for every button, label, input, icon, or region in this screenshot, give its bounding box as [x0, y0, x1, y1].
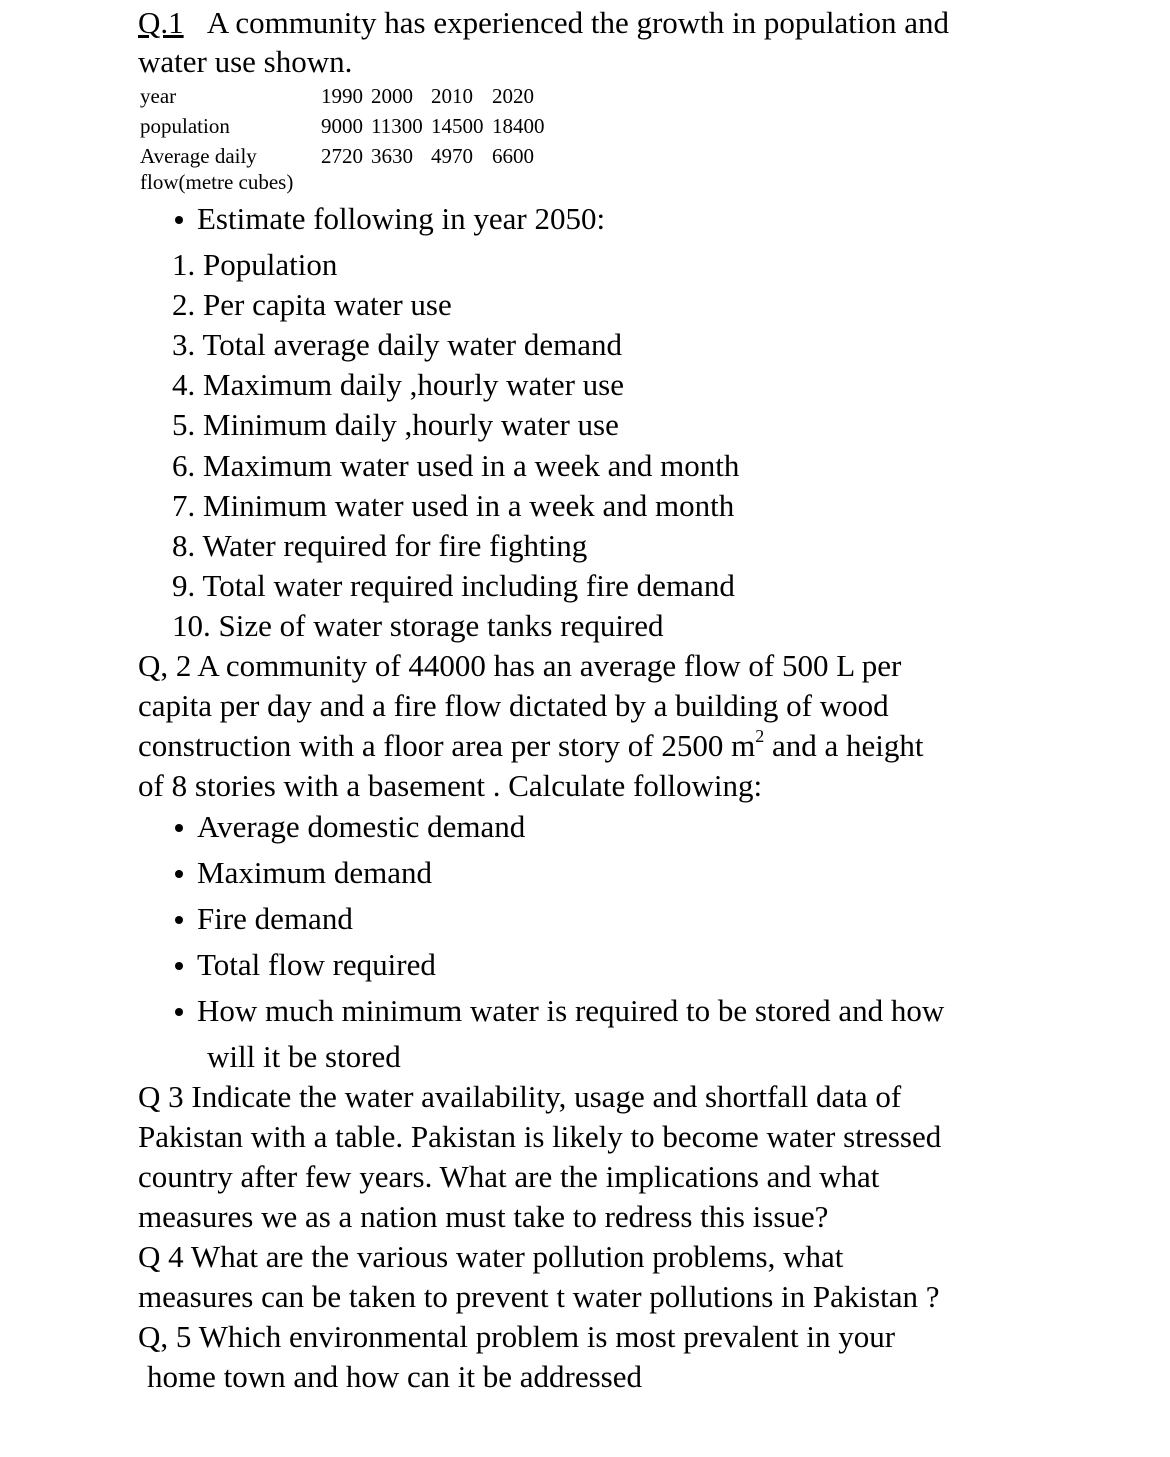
list-item: 2. Per capita water use [172, 287, 452, 322]
list-item: 8. Water required for fire fighting [172, 528, 588, 563]
table-cell: 2720 [321, 144, 363, 168]
list-item: 10. Size of water storage tanks required [172, 608, 664, 643]
list-item: 7. Minimum water used in a week and month [172, 488, 735, 523]
q4-line-2: measures can be taken to prevent t water pollutions in Pakistan ? [138, 1279, 940, 1314]
q2-line-4: of 8 stories with a basement . Calculate following: [138, 768, 763, 803]
q2-line-3-b: and a height [764, 728, 924, 763]
q4-line-1: Q 4 What are the various water pollution problems, what [138, 1239, 844, 1274]
q1-line-1 [138, 3, 949, 43]
list-item: Total flow required [197, 947, 436, 982]
q1-bullet: Estimate following in year 2050: [197, 201, 606, 236]
list-item: Average domestic demand [197, 809, 526, 844]
bullet-dot-icon [175, 216, 183, 224]
table-row-label: year [140, 84, 177, 108]
table-cell: 9000 [321, 114, 363, 138]
list-item: 6. Maximum water used in a week and month [172, 448, 740, 483]
q5-line-1: Q, 5 Which environmental problem is most prevalent in your [138, 1319, 896, 1354]
q3-line-4: measures we as a nation must take to redress this issue? [138, 1199, 829, 1234]
table-cell: 1990 [321, 84, 363, 108]
table-cell: 14500 [431, 114, 484, 138]
table-cell: 2010 [431, 84, 473, 108]
q2-line-2: capita per day and a fire flow dictated by a building of wood [138, 688, 889, 723]
q3-line-1: Q 3 Indicate the water availability, usage and shortfall data of [138, 1079, 902, 1114]
q1-label: Q.1 [138, 5, 184, 40]
table-cell: 2020 [492, 84, 534, 108]
bullet-dot-icon [175, 870, 183, 878]
table-cell: 6600 [492, 144, 534, 168]
bullet-dot-icon [175, 1008, 183, 1016]
q3-line-2: Pakistan with a table. Pakistan is likely to become water stressed [138, 1119, 942, 1154]
q5-line-2: home town and how can it be addressed [147, 1359, 643, 1394]
q1-line-2: water use shown. [138, 44, 353, 79]
list-item: How much minimum water is required to be stored and how [197, 993, 945, 1028]
list-item: Maximum demand [197, 855, 433, 890]
bullet-dot-icon [175, 916, 183, 924]
table-cell: 3630 [371, 144, 413, 168]
list-item: 1. Population [172, 247, 338, 282]
q2-line-3-a: construction with a floor area per story of 2500 m [138, 728, 756, 763]
q3-line-3: country after few years. What are the implications and what [138, 1159, 880, 1194]
bullet-dot-icon [175, 824, 183, 832]
table-cell: 11300 [371, 114, 423, 138]
list-item: 9. Total water required including fire demand [172, 568, 735, 603]
list-item: 5. Minimum daily ,hourly water use [172, 407, 619, 442]
list-item-continuation: will it be stored [207, 1039, 401, 1074]
table-cell: 18400 [492, 114, 545, 138]
q2-line-1: Q, 2 A community of 44000 has an average flow of 500 L per [138, 648, 902, 683]
table-row-label: population [140, 114, 230, 138]
list-item: 4. Maximum daily ,hourly water use [172, 367, 624, 402]
q2-superscript: 2 [755, 726, 765, 746]
table-row-label: flow(metre cubes) [140, 170, 294, 194]
list-item: 3. Total average daily water demand [172, 327, 623, 362]
table-cell: 2000 [371, 84, 413, 108]
q1-text: A community has experienced the growth in population and [206, 5, 949, 40]
table-row-label: Average daily [140, 144, 257, 168]
bullet-dot-icon [175, 962, 183, 970]
list-item: Fire demand [197, 901, 353, 936]
table-cell: 4970 [431, 144, 473, 168]
q2-line-3 [138, 726, 924, 766]
